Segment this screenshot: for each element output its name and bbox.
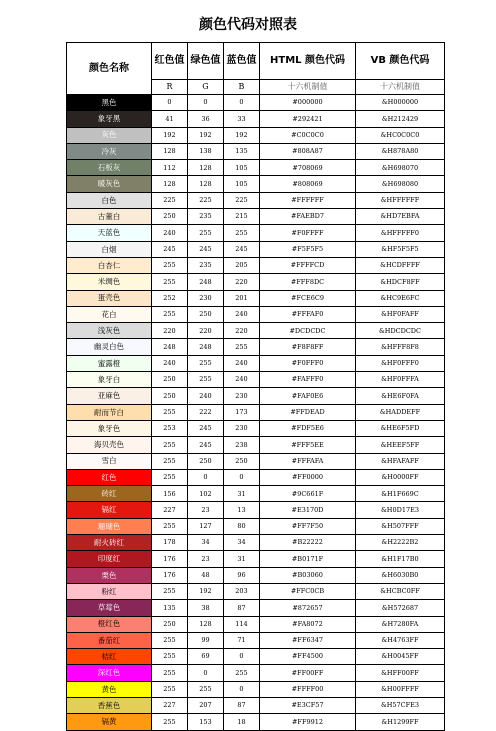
color-name-cell: 栗色 <box>67 567 152 583</box>
vb-code-cell: &HE6F5FD <box>356 420 445 436</box>
green-value-cell: 128 <box>188 176 224 192</box>
green-value-cell: 248 <box>188 274 224 290</box>
green-value-cell: 127 <box>188 518 224 534</box>
vb-code-cell: &H6030B0 <box>356 567 445 583</box>
table-row <box>67 290 445 306</box>
blue-value-cell: 87 <box>224 697 260 713</box>
color-name-cell: 石板灰 <box>67 160 152 176</box>
color-name-cell: 古董白 <box>67 209 152 225</box>
color-name-cell: 香蕉色 <box>67 697 152 713</box>
red-value-cell: 128 <box>152 176 188 192</box>
green-value-cell: 250 <box>188 453 224 469</box>
red-value-cell: 252 <box>152 290 188 306</box>
blue-value-cell: 255 <box>224 339 260 355</box>
table-row <box>67 600 445 616</box>
green-value-cell: 207 <box>188 697 224 713</box>
table-row <box>67 192 445 208</box>
html-code-cell: #B0171F <box>260 551 356 567</box>
vb-code-cell: &HDCDCDC <box>356 323 445 339</box>
red-value-cell: 255 <box>152 518 188 534</box>
red-value-cell: 225 <box>152 192 188 208</box>
color-name-cell: 珊瑚色 <box>67 518 152 534</box>
red-value-cell: 128 <box>152 143 188 159</box>
red-value-cell: 245 <box>152 241 188 257</box>
vb-code-cell: &H57CFE3 <box>356 697 445 713</box>
blue-value-cell: 96 <box>224 567 260 583</box>
table-row <box>67 225 445 241</box>
blue-value-cell: 220 <box>224 323 260 339</box>
red-value-cell: 250 <box>152 372 188 388</box>
table-row <box>67 372 445 388</box>
vb-code-cell: &H1F669C <box>356 486 445 502</box>
table-row <box>67 551 445 567</box>
blue-value-cell: 135 <box>224 143 260 159</box>
html-code-cell: #FFFF00 <box>260 681 356 697</box>
blue-value-cell: 220 <box>224 274 260 290</box>
color-name-cell: 亚麻色 <box>67 388 152 404</box>
blue-value-cell: 240 <box>224 355 260 371</box>
color-name-cell: 蜜露橙 <box>67 355 152 371</box>
page-title: 颜色代码对照表 <box>199 17 297 33</box>
green-value-cell: 220 <box>188 323 224 339</box>
color-name-cell: 冷灰 <box>67 143 152 159</box>
green-value-cell: 0 <box>188 469 224 485</box>
table-row <box>67 355 445 371</box>
color-name-cell: 深红色 <box>67 665 152 681</box>
html-code-cell: #B22222 <box>260 535 356 551</box>
html-code-cell: #9C661F <box>260 486 356 502</box>
table-row <box>67 697 445 713</box>
html-code-cell: #E3CF57 <box>260 697 356 713</box>
color-name-cell: 草莓色 <box>67 600 152 616</box>
html-code-cell: #292421 <box>260 111 356 127</box>
table-row <box>67 176 445 192</box>
vb-code-cell: &H212429 <box>356 111 445 127</box>
red-value-cell: 240 <box>152 355 188 371</box>
table-row <box>67 486 445 502</box>
html-code-cell: #F0FFF0 <box>260 355 356 371</box>
header-red: 红色值 <box>152 43 188 80</box>
color-name-cell: 幽灵白色 <box>67 339 152 355</box>
table-row <box>67 567 445 583</box>
red-value-cell: 227 <box>152 697 188 713</box>
red-value-cell: 255 <box>152 681 188 697</box>
html-code-cell: #FFDEAD <box>260 404 356 420</box>
color-name-cell: 海贝壳色 <box>67 437 152 453</box>
vb-code-cell: &HADDEFF <box>356 404 445 420</box>
color-name-cell: 米绸色 <box>67 274 152 290</box>
color-name-cell: 象牙色 <box>67 420 152 436</box>
table-row <box>67 518 445 534</box>
red-value-cell: 220 <box>152 323 188 339</box>
vb-code-cell: &H000000 <box>356 95 445 111</box>
html-code-cell: #FF7F50 <box>260 518 356 534</box>
green-value-cell: 222 <box>188 404 224 420</box>
html-code-cell: #FF00FF <box>260 665 356 681</box>
color-name-cell: 砖红 <box>67 486 152 502</box>
green-value-cell: 23 <box>188 551 224 567</box>
red-value-cell: 255 <box>152 404 188 420</box>
red-value-cell: 255 <box>152 665 188 681</box>
green-value-cell: 230 <box>188 290 224 306</box>
color-rows <box>67 95 445 731</box>
green-value-cell: 235 <box>188 209 224 225</box>
vb-code-cell: &H4763FF <box>356 632 445 648</box>
green-value-cell: 245 <box>188 241 224 257</box>
html-code-cell: #F8F8FF <box>260 339 356 355</box>
vb-code-cell: &H878A80 <box>356 143 445 159</box>
html-code-cell: #FAEBD7 <box>260 209 356 225</box>
vb-code-cell: &HF0FFFA <box>356 372 445 388</box>
red-value-cell: 255 <box>152 274 188 290</box>
html-code-cell: #FAF0E6 <box>260 388 356 404</box>
table-row <box>67 437 445 453</box>
vb-code-cell: &HFFFFF0 <box>356 225 445 241</box>
blue-value-cell: 173 <box>224 404 260 420</box>
header-vb-code: VB 颜色代码 <box>356 43 445 80</box>
table-row <box>67 420 445 436</box>
green-value-cell: 23 <box>188 502 224 518</box>
color-code-table <box>66 42 445 731</box>
color-name-cell: 暖灰色 <box>67 176 152 192</box>
blue-value-cell: 238 <box>224 437 260 453</box>
table-row <box>67 632 445 648</box>
color-name-cell: 番茄红 <box>67 632 152 648</box>
green-value-cell: 245 <box>188 420 224 436</box>
green-value-cell: 102 <box>188 486 224 502</box>
table-row <box>67 306 445 322</box>
blue-value-cell: 87 <box>224 600 260 616</box>
vb-code-cell: &HF0FAFF <box>356 306 445 322</box>
blue-value-cell: 203 <box>224 583 260 599</box>
green-value-cell: 255 <box>188 372 224 388</box>
color-name-cell: 蛋壳色 <box>67 290 152 306</box>
red-value-cell: 248 <box>152 339 188 355</box>
green-value-cell: 192 <box>188 583 224 599</box>
table-row <box>67 127 445 143</box>
red-value-cell: 41 <box>152 111 188 127</box>
table-row <box>67 241 445 257</box>
red-value-cell: 255 <box>152 469 188 485</box>
green-value-cell: 48 <box>188 567 224 583</box>
blue-value-cell: 255 <box>224 665 260 681</box>
table-row <box>67 323 445 339</box>
html-code-cell: #FAFFF0 <box>260 372 356 388</box>
blue-value-cell: 201 <box>224 290 260 306</box>
color-name-cell: 浅灰色 <box>67 323 152 339</box>
color-name-cell: 雪白 <box>67 453 152 469</box>
red-value-cell: 176 <box>152 551 188 567</box>
green-value-cell: 0 <box>188 665 224 681</box>
green-value-cell: 192 <box>188 127 224 143</box>
red-value-cell: 227 <box>152 502 188 518</box>
red-value-cell: 255 <box>152 306 188 322</box>
html-code-cell: #C0C0C0 <box>260 127 356 143</box>
red-value-cell: 176 <box>152 567 188 583</box>
vb-code-cell: &HEEF5FF <box>356 437 445 453</box>
blue-value-cell: 114 <box>224 616 260 632</box>
red-value-cell: 156 <box>152 486 188 502</box>
blue-value-cell: 18 <box>224 714 260 730</box>
color-name-cell: 耐而节白 <box>67 404 152 420</box>
vb-code-cell: &HCBC0FF <box>356 583 445 599</box>
html-code-cell: #FF9912 <box>260 714 356 730</box>
red-value-cell: 255 <box>152 583 188 599</box>
subheader-blue: B <box>224 80 260 95</box>
blue-value-cell: 80 <box>224 518 260 534</box>
vb-code-cell: &HC9E6FC <box>356 290 445 306</box>
html-code-cell: #FF0000 <box>260 469 356 485</box>
blue-value-cell: 250 <box>224 453 260 469</box>
color-name-cell: 黑色 <box>67 95 152 111</box>
vb-code-cell: &HFFF8F8 <box>356 339 445 355</box>
html-code-cell: #708069 <box>260 160 356 176</box>
vb-code-cell: &HF5F5F5 <box>356 241 445 257</box>
html-code-cell: #FFFAFA <box>260 453 356 469</box>
table-row <box>67 111 445 127</box>
table-row <box>67 143 445 159</box>
blue-value-cell: 0 <box>224 469 260 485</box>
blue-value-cell: 215 <box>224 209 260 225</box>
red-value-cell: 255 <box>152 714 188 730</box>
table-row <box>67 274 445 290</box>
table-row <box>67 681 445 697</box>
green-value-cell: 38 <box>188 600 224 616</box>
html-code-cell: #872657 <box>260 600 356 616</box>
color-name-cell: 象牙白 <box>67 372 152 388</box>
table-row <box>67 388 445 404</box>
html-code-cell: #808A87 <box>260 143 356 159</box>
color-name-cell: 象牙黑 <box>67 111 152 127</box>
green-value-cell: 128 <box>188 160 224 176</box>
vb-code-cell: &HFFFFFF <box>356 192 445 208</box>
color-name-cell: 白烟 <box>67 241 152 257</box>
green-value-cell: 36 <box>188 111 224 127</box>
red-value-cell: 253 <box>152 420 188 436</box>
blue-value-cell: 192 <box>224 127 260 143</box>
html-code-cell: #FFFFCD <box>260 257 356 273</box>
blue-value-cell: 0 <box>224 681 260 697</box>
html-code-cell: #E3170D <box>260 502 356 518</box>
color-name-cell: 橙红色 <box>67 616 152 632</box>
green-value-cell: 250 <box>188 306 224 322</box>
green-value-cell: 255 <box>188 355 224 371</box>
blue-value-cell: 105 <box>224 160 260 176</box>
red-value-cell: 255 <box>152 632 188 648</box>
blue-value-cell: 31 <box>224 486 260 502</box>
vb-code-cell: &HFF00FF <box>356 665 445 681</box>
html-code-cell: #B03060 <box>260 567 356 583</box>
header-html-code: HTML 颜色代码 <box>260 43 356 80</box>
color-name-cell: 黄色 <box>67 681 152 697</box>
color-name-cell: 花白 <box>67 306 152 322</box>
header-row <box>67 43 445 80</box>
table-row <box>67 95 445 111</box>
color-name-cell: 镉红 <box>67 502 152 518</box>
blue-value-cell: 0 <box>224 95 260 111</box>
html-code-cell: #FA8072 <box>260 616 356 632</box>
header-color-name: 颜色名称 <box>67 43 152 95</box>
vb-code-cell: &HD7EBFA <box>356 209 445 225</box>
subheader-red: R <box>152 80 188 95</box>
green-value-cell: 0 <box>188 95 224 111</box>
color-name-cell: 灰色 <box>67 127 152 143</box>
table-row <box>67 160 445 176</box>
blue-value-cell: 225 <box>224 192 260 208</box>
color-name-cell: 粉红 <box>67 583 152 599</box>
red-value-cell: 192 <box>152 127 188 143</box>
html-code-cell: #DCDCDC <box>260 323 356 339</box>
blue-value-cell: 255 <box>224 225 260 241</box>
html-code-cell: #FFFFFF <box>260 192 356 208</box>
red-value-cell: 178 <box>152 535 188 551</box>
vb-code-cell: &H572687 <box>356 600 445 616</box>
vb-code-cell: &HDCF8FF <box>356 274 445 290</box>
green-value-cell: 69 <box>188 649 224 665</box>
color-name-cell: 白色 <box>67 192 152 208</box>
vb-code-cell: &HC0C0C0 <box>356 127 445 143</box>
table-row <box>67 469 445 485</box>
html-code-cell: #000000 <box>260 95 356 111</box>
table-row <box>67 583 445 599</box>
green-value-cell: 235 <box>188 257 224 273</box>
html-code-cell: #FDF5E6 <box>260 420 356 436</box>
green-value-cell: 153 <box>188 714 224 730</box>
green-value-cell: 248 <box>188 339 224 355</box>
vb-code-cell: &HCDFFFF <box>356 257 445 273</box>
blue-value-cell: 230 <box>224 420 260 436</box>
vb-code-cell: &H698070 <box>356 160 445 176</box>
html-code-cell: #FFC0CB <box>260 583 356 599</box>
blue-value-cell: 33 <box>224 111 260 127</box>
green-value-cell: 225 <box>188 192 224 208</box>
red-value-cell: 135 <box>152 600 188 616</box>
table-row <box>67 535 445 551</box>
blue-value-cell: 71 <box>224 632 260 648</box>
html-code-cell: #FF6347 <box>260 632 356 648</box>
vb-code-cell: &H698080 <box>356 176 445 192</box>
blue-value-cell: 245 <box>224 241 260 257</box>
color-name-cell: 桔红 <box>67 649 152 665</box>
subheader-html-hex: 十六机制值 <box>260 80 356 95</box>
html-code-cell: #FFF8DC <box>260 274 356 290</box>
green-value-cell: 255 <box>188 681 224 697</box>
vb-code-cell: &H1299FF <box>356 714 445 730</box>
html-code-cell: #F0FFFF <box>260 225 356 241</box>
green-value-cell: 34 <box>188 535 224 551</box>
green-value-cell: 245 <box>188 437 224 453</box>
color-name-cell: 白杏仁 <box>67 257 152 273</box>
green-value-cell: 240 <box>188 388 224 404</box>
table-row <box>67 665 445 681</box>
blue-value-cell: 240 <box>224 372 260 388</box>
html-code-cell: #FCE6C9 <box>260 290 356 306</box>
table-row <box>67 257 445 273</box>
red-value-cell: 255 <box>152 437 188 453</box>
blue-value-cell: 34 <box>224 535 260 551</box>
red-value-cell: 112 <box>152 160 188 176</box>
green-value-cell: 128 <box>188 616 224 632</box>
blue-value-cell: 230 <box>224 388 260 404</box>
blue-value-cell: 31 <box>224 551 260 567</box>
color-name-cell: 红色 <box>67 469 152 485</box>
red-value-cell: 250 <box>152 209 188 225</box>
table-row <box>67 339 445 355</box>
red-value-cell: 255 <box>152 257 188 273</box>
red-value-cell: 0 <box>152 95 188 111</box>
color-name-cell: 印度红 <box>67 551 152 567</box>
vb-code-cell: &H2222B2 <box>356 535 445 551</box>
blue-value-cell: 105 <box>224 176 260 192</box>
blue-value-cell: 13 <box>224 502 260 518</box>
green-value-cell: 99 <box>188 632 224 648</box>
vb-code-cell: &HE6F0FA <box>356 388 445 404</box>
red-value-cell: 250 <box>152 388 188 404</box>
table-row <box>67 404 445 420</box>
table-row <box>67 209 445 225</box>
table-row <box>67 616 445 632</box>
color-name-cell: 耐火砖红 <box>67 535 152 551</box>
color-name-cell: 镉黄 <box>67 714 152 730</box>
vb-code-cell: &H00FFFF <box>356 681 445 697</box>
table-row <box>67 453 445 469</box>
vb-code-cell: &H0000FF <box>356 469 445 485</box>
html-code-cell: #808069 <box>260 176 356 192</box>
vb-code-cell: &H7280FA <box>356 616 445 632</box>
red-value-cell: 240 <box>152 225 188 241</box>
table-row <box>67 502 445 518</box>
vb-code-cell: &HF0FFF0 <box>356 355 445 371</box>
html-code-cell: #F5F5F5 <box>260 241 356 257</box>
html-code-cell: #FFF5EE <box>260 437 356 453</box>
vb-code-cell: &HFAFAFF <box>356 453 445 469</box>
blue-value-cell: 205 <box>224 257 260 273</box>
table-row <box>67 714 445 730</box>
color-name-cell: 天蓝色 <box>67 225 152 241</box>
green-value-cell: 138 <box>188 143 224 159</box>
red-value-cell: 255 <box>152 453 188 469</box>
subheader-vb-hex: 十六机制值 <box>356 80 445 95</box>
table-row <box>67 649 445 665</box>
subheader-green: G <box>188 80 224 95</box>
vb-code-cell: &H507FFF <box>356 518 445 534</box>
vb-code-cell: &H0045FF <box>356 649 445 665</box>
html-code-cell: #FFFAF0 <box>260 306 356 322</box>
blue-value-cell: 240 <box>224 306 260 322</box>
green-value-cell: 255 <box>188 225 224 241</box>
header-blue: 蓝色值 <box>224 43 260 80</box>
header-green: 绿色值 <box>188 43 224 80</box>
vb-code-cell: &H0D17E3 <box>356 502 445 518</box>
red-value-cell: 255 <box>152 649 188 665</box>
vb-code-cell: &H1F17B0 <box>356 551 445 567</box>
blue-value-cell: 0 <box>224 649 260 665</box>
red-value-cell: 250 <box>152 616 188 632</box>
html-code-cell: #FF4500 <box>260 649 356 665</box>
